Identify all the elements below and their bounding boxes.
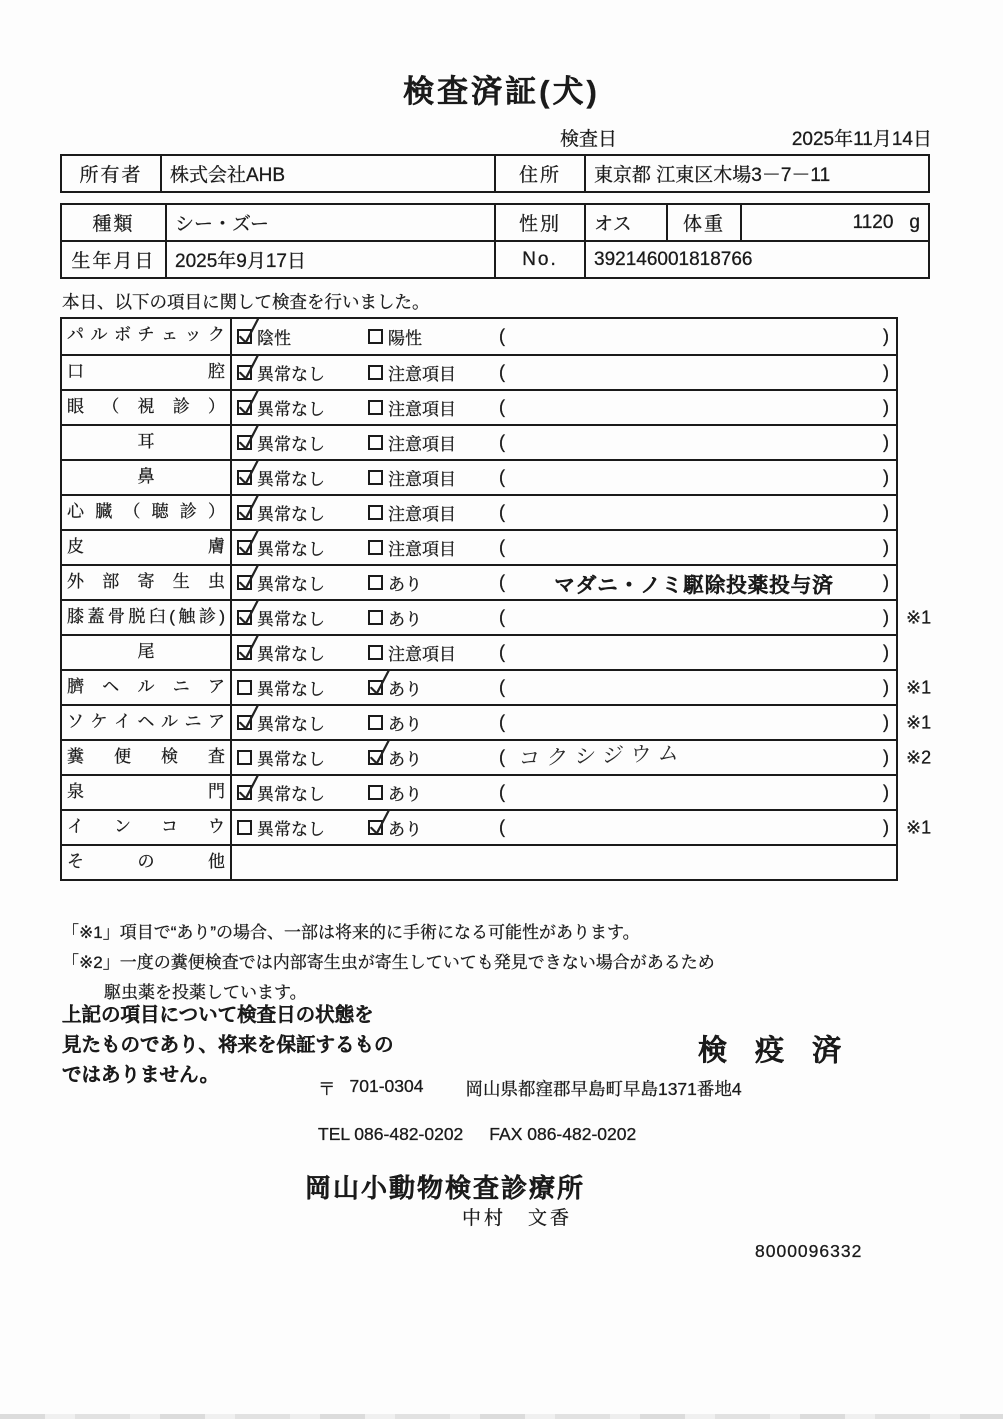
checklist-row-content bbox=[232, 461, 896, 494]
checkbox bbox=[368, 435, 383, 450]
remarks-parentheses bbox=[499, 432, 896, 453]
remarks-value: マダニ・ノミ駆除投薬投与済 bbox=[554, 573, 834, 597]
handwritten-check-icon bbox=[368, 809, 390, 838]
result-option-1 bbox=[237, 535, 368, 560]
postal-mark-icon: 〒 bbox=[318, 1079, 336, 1099]
paren-open: ( bbox=[499, 502, 505, 522]
checklist-row bbox=[62, 844, 896, 879]
handwritten-check-icon bbox=[237, 354, 259, 383]
result-option-2-label: 注意項目 bbox=[388, 435, 456, 454]
paren-open: ( bbox=[499, 537, 505, 557]
checkbox bbox=[368, 750, 383, 765]
checkbox bbox=[237, 505, 252, 520]
remarks-parentheses bbox=[499, 397, 896, 418]
result-option-2-label: 注意項目 bbox=[388, 645, 456, 664]
result-option-2 bbox=[368, 360, 499, 385]
paren-open: ( bbox=[499, 677, 505, 697]
paren-close: ) bbox=[883, 572, 889, 592]
remarks-parentheses bbox=[499, 326, 896, 347]
remarks-parentheses bbox=[499, 467, 896, 488]
exam-date-row bbox=[560, 124, 932, 151]
address-value: 東京都 江東区木場3－7－11 bbox=[585, 155, 929, 192]
checklist-row-label: 心 臓 （ 聴 診 ） bbox=[62, 496, 232, 529]
checkbox bbox=[368, 365, 383, 380]
result-option-2 bbox=[368, 640, 499, 665]
reference-mark: ※1 bbox=[906, 712, 932, 732]
checklist-row-content bbox=[232, 811, 896, 844]
paren-close: ) bbox=[883, 747, 889, 767]
breed-label: 種類 bbox=[61, 204, 166, 241]
checklist-row-label: 臍 ヘ ル ニ ア bbox=[62, 671, 232, 704]
handwritten-check-icon bbox=[237, 599, 259, 628]
paren-open: ( bbox=[499, 362, 505, 382]
result-option-1-label: 異常なし bbox=[257, 540, 325, 559]
checklist-row-label: 口 腔 bbox=[62, 356, 232, 389]
checkbox bbox=[368, 820, 383, 835]
paren-close: ) bbox=[883, 467, 889, 487]
result-option-2-label: 注意項目 bbox=[388, 540, 456, 559]
checkbox bbox=[237, 750, 252, 765]
result-option-1-label: 異常なし bbox=[257, 365, 325, 384]
weight-value: 1120 bbox=[852, 211, 894, 233]
handwritten-check-icon bbox=[368, 739, 390, 768]
result-option-1-label: 異常なし bbox=[257, 575, 325, 594]
remarks-parentheses bbox=[499, 817, 896, 838]
remarks-parentheses bbox=[499, 782, 896, 803]
remarks-parentheses bbox=[499, 607, 896, 628]
remarks-parentheses bbox=[499, 502, 896, 523]
certificate-no-value: 392146001818766 bbox=[585, 241, 929, 278]
checklist-row-content bbox=[232, 391, 896, 424]
result-option-2-label: 注意項目 bbox=[388, 400, 456, 419]
handwritten-check-icon bbox=[237, 564, 259, 593]
handwritten-check-icon bbox=[237, 529, 259, 558]
result-option-2-label: あり bbox=[388, 820, 422, 839]
checklist-row bbox=[62, 424, 896, 459]
checkbox bbox=[368, 610, 383, 625]
result-option-1-label: 異常なし bbox=[257, 820, 325, 839]
checklist-row bbox=[62, 389, 896, 424]
checklist-row-content bbox=[232, 496, 896, 529]
owner-label: 所有者 bbox=[61, 155, 161, 192]
checkbox bbox=[237, 680, 252, 695]
paren-open: ( bbox=[499, 747, 505, 767]
footnote-line: 駆虫薬を投薬しています。 bbox=[104, 983, 307, 1002]
paren-close: ) bbox=[883, 326, 889, 346]
remarks-parentheses bbox=[499, 677, 896, 698]
result-option-2-label: 陽性 bbox=[388, 329, 422, 348]
clinic-name: 岡山小動物検査診療所 bbox=[305, 1173, 586, 1203]
checkbox bbox=[237, 715, 252, 730]
clinic-contact-row bbox=[318, 1124, 636, 1145]
checkbox bbox=[237, 610, 252, 625]
handwritten-check-icon bbox=[368, 669, 390, 698]
address-label: 住所 bbox=[495, 155, 585, 192]
result-option-2-label: あり bbox=[388, 785, 422, 804]
intro-text: 本日、以下の項目に関して検査を行いました。 bbox=[62, 292, 430, 312]
checklist-row bbox=[62, 354, 896, 389]
remarks-parentheses bbox=[499, 568, 896, 598]
handwritten-check-icon bbox=[237, 634, 259, 663]
checkbox bbox=[368, 785, 383, 800]
paren-open: ( bbox=[499, 432, 505, 452]
page-title: 検査済証(犬) bbox=[403, 74, 600, 109]
checkbox bbox=[368, 575, 383, 590]
checklist-row-content bbox=[232, 601, 896, 634]
handwritten-check-icon bbox=[237, 389, 259, 418]
checklist-row bbox=[62, 809, 932, 844]
checklist-row-content bbox=[232, 426, 896, 459]
paren-close: ) bbox=[883, 642, 889, 662]
result-option-1 bbox=[237, 745, 368, 770]
paren-open: ( bbox=[499, 782, 505, 802]
paren-close: ) bbox=[883, 782, 889, 802]
result-option-2 bbox=[368, 570, 499, 595]
paren-close: ) bbox=[883, 712, 889, 732]
checklist-row-content bbox=[232, 671, 896, 704]
paren-open: ( bbox=[499, 397, 505, 417]
result-option-2 bbox=[368, 500, 499, 525]
checklist-row-label: イ ン コ ウ bbox=[62, 811, 232, 844]
exam-date-value: 2025年11月14日 bbox=[791, 129, 932, 150]
sex-label: 性別 bbox=[495, 204, 585, 241]
result-option-1 bbox=[237, 815, 368, 840]
checklist-row bbox=[62, 319, 896, 354]
checkbox bbox=[368, 400, 383, 415]
checklist-row-content bbox=[232, 741, 896, 774]
remarks-parentheses bbox=[499, 362, 896, 383]
result-option-1-label: 異常なし bbox=[257, 435, 325, 454]
paren-open: ( bbox=[499, 326, 505, 346]
result-option-1 bbox=[237, 710, 368, 735]
postal-code: 701-0304 bbox=[349, 1076, 424, 1096]
weight-label: 体重 bbox=[667, 204, 741, 241]
remarks-parentheses bbox=[499, 712, 896, 733]
checklist-row-label: パ ル ボ チ ェ ッ ク bbox=[62, 319, 232, 354]
result-option-2-label: あり bbox=[388, 575, 422, 594]
checklist-row-label: ソ ケ イ ヘ ル ニ ア bbox=[62, 706, 232, 739]
result-option-1 bbox=[237, 605, 368, 630]
birthdate-label: 生年月日 bbox=[61, 241, 166, 278]
paren-close: ) bbox=[883, 362, 889, 382]
result-option-2 bbox=[368, 710, 499, 735]
reference-mark: ※1 bbox=[906, 607, 932, 627]
footnote-line: 「※1」項目で“あり”の場合、一部は将来的に手術になる可能性があります。 bbox=[62, 923, 640, 942]
checklist-row-label: 尾 bbox=[62, 636, 232, 669]
result-option-1 bbox=[237, 500, 368, 525]
clinic-address: 岡山県都窪郡早島町早島1371番地4 bbox=[465, 1079, 742, 1099]
footnotes bbox=[62, 918, 715, 1008]
checklist bbox=[60, 317, 932, 881]
weight-unit: g bbox=[909, 211, 920, 233]
paren-close: ) bbox=[883, 817, 889, 837]
checklist-row-content bbox=[232, 566, 896, 599]
checklist-row-label: 眼 （ 視 診 ） bbox=[62, 391, 232, 424]
result-option-2-label: 注意項目 bbox=[388, 505, 456, 524]
checklist-row bbox=[62, 599, 932, 634]
checklist-row bbox=[62, 459, 896, 494]
result-option-1 bbox=[237, 395, 368, 420]
checkbox bbox=[368, 680, 383, 695]
paren-open: ( bbox=[499, 572, 505, 592]
result-option-1-label: 異常なし bbox=[257, 400, 325, 419]
checklist-row-label: 外 部 寄 生 虫 bbox=[62, 566, 232, 599]
checkbox bbox=[237, 365, 252, 380]
checklist-row-label: 糞 便 検 査 bbox=[62, 741, 232, 774]
checkbox bbox=[237, 540, 252, 555]
owner-table bbox=[60, 154, 930, 193]
checkbox bbox=[237, 400, 252, 415]
footnote-line: 「※2」一度の糞便検査では内部寄生虫が寄生していても発見できない場合があるため bbox=[62, 953, 715, 972]
disclaimer-line: 上記の項目について検査日の状態を bbox=[62, 1004, 374, 1026]
result-option-1-label: 異常なし bbox=[257, 750, 325, 769]
checklist-row bbox=[62, 739, 932, 774]
checklist-row-content bbox=[232, 356, 896, 389]
checkbox bbox=[368, 540, 383, 555]
result-option-1 bbox=[237, 640, 368, 665]
paren-close: ) bbox=[883, 432, 889, 452]
result-option-1 bbox=[237, 360, 368, 385]
result-option-2 bbox=[368, 535, 499, 560]
quarantine-stamp: 検 疫 済 bbox=[698, 1035, 852, 1067]
checklist-row bbox=[62, 634, 896, 669]
checkbox bbox=[368, 470, 383, 485]
checkbox bbox=[237, 785, 252, 800]
checklist-row-label: 皮 膚 bbox=[62, 531, 232, 564]
checklist-row-content bbox=[232, 636, 896, 669]
breed-value: シー・ズー bbox=[166, 204, 495, 241]
checkbox bbox=[368, 715, 383, 730]
checklist-row bbox=[62, 774, 896, 809]
clinic-tel: TEL 086-482-0202 bbox=[318, 1124, 464, 1144]
birthdate-value: 2025年9月17日 bbox=[166, 241, 495, 278]
sex-value: オス bbox=[585, 204, 667, 241]
checkbox bbox=[237, 645, 252, 660]
result-option-2 bbox=[368, 430, 499, 455]
paren-open: ( bbox=[499, 467, 505, 487]
checkbox bbox=[368, 329, 383, 344]
paren-open: ( bbox=[499, 817, 505, 837]
handwritten-check-icon bbox=[237, 318, 259, 347]
checkbox bbox=[368, 505, 383, 520]
serial-number: 8000096332 bbox=[755, 1241, 863, 1261]
result-option-1 bbox=[237, 465, 368, 490]
remarks-parentheses bbox=[499, 743, 896, 773]
remarks-parentheses bbox=[499, 537, 896, 558]
result-option-1-label: 異常なし bbox=[257, 715, 325, 734]
checklist-row-label: 鼻 bbox=[62, 461, 232, 494]
clinic-postal-row bbox=[318, 1076, 742, 1101]
result-option-1 bbox=[237, 570, 368, 595]
result-option-1 bbox=[237, 430, 368, 455]
veterinarian-name: 中村 文香 bbox=[462, 1208, 573, 1229]
checklist-row bbox=[62, 529, 896, 564]
reference-mark: ※1 bbox=[906, 677, 932, 697]
checkbox bbox=[237, 435, 252, 450]
handwritten-check-icon bbox=[237, 459, 259, 488]
result-option-2-label: 注意項目 bbox=[388, 470, 456, 489]
pet-table bbox=[60, 203, 930, 279]
result-option-2 bbox=[368, 780, 499, 805]
paren-open: ( bbox=[499, 712, 505, 732]
checklist-row-content bbox=[232, 776, 896, 809]
paren-open: ( bbox=[499, 642, 505, 662]
checkbox bbox=[368, 645, 383, 660]
paren-close: ) bbox=[883, 677, 889, 697]
checklist-row bbox=[62, 669, 932, 704]
handwritten-check-icon bbox=[237, 704, 259, 733]
remarks-parentheses bbox=[499, 642, 896, 663]
paren-open: ( bbox=[499, 607, 505, 627]
handwritten-check-icon bbox=[237, 774, 259, 803]
checklist-row-label: そ の 他 bbox=[62, 846, 232, 879]
clinic-fax: FAX 086-482-0202 bbox=[489, 1124, 637, 1144]
checklist-row-content bbox=[232, 846, 896, 879]
result-option-1 bbox=[237, 780, 368, 805]
result-option-2 bbox=[368, 324, 499, 349]
checkbox bbox=[237, 820, 252, 835]
exam-date-label: 検査日 bbox=[560, 129, 618, 150]
checklist-row-content bbox=[232, 319, 896, 354]
checklist-row bbox=[62, 564, 896, 599]
paren-close: ) bbox=[883, 502, 889, 522]
result-option-1-label: 異常なし bbox=[257, 645, 325, 664]
result-option-1-label: 異常なし bbox=[257, 785, 325, 804]
checkbox bbox=[237, 575, 252, 590]
result-option-2 bbox=[368, 465, 499, 490]
checklist-row-content bbox=[232, 531, 896, 564]
reference-mark: ※2 bbox=[906, 747, 932, 767]
disclaimer-line: ではありません。 bbox=[62, 1064, 220, 1086]
disclaimer-line: 見たものであり、将来を保証するもの bbox=[62, 1034, 394, 1056]
remarks-value: コクシジウム bbox=[517, 741, 688, 771]
owner-value: 株式会社AHB bbox=[161, 155, 495, 192]
checkbox bbox=[237, 329, 252, 344]
result-option-2 bbox=[368, 815, 499, 840]
result-option-2-label: あり bbox=[388, 750, 422, 769]
result-option-2-label: 注意項目 bbox=[388, 365, 456, 384]
certificate-no-label: No. bbox=[495, 241, 585, 278]
checklist-row-label: 膝蓋骨脱臼(触診) bbox=[62, 601, 232, 634]
result-option-2-label: あり bbox=[388, 715, 422, 734]
checklist-row-label: 泉 門 bbox=[62, 776, 232, 809]
paren-close: ) bbox=[883, 397, 889, 417]
paren-close: ) bbox=[883, 607, 889, 627]
result-option-1 bbox=[237, 675, 368, 700]
weight-cell bbox=[741, 204, 929, 241]
result-option-2-label: あり bbox=[388, 610, 422, 629]
reference-mark: ※1 bbox=[906, 817, 932, 837]
handwritten-check-icon bbox=[237, 424, 259, 453]
result-option-1-label: 異常なし bbox=[257, 680, 325, 699]
result-option-1-label: 異常なし bbox=[257, 470, 325, 489]
result-option-2 bbox=[368, 605, 499, 630]
result-option-2 bbox=[368, 395, 499, 420]
handwritten-check-icon bbox=[237, 494, 259, 523]
result-option-2 bbox=[368, 745, 499, 770]
paren-close: ) bbox=[883, 537, 889, 557]
result-option-1-label: 陰性 bbox=[257, 329, 291, 348]
result-option-1-label: 異常なし bbox=[257, 610, 325, 629]
result-option-2-label: あり bbox=[388, 680, 422, 699]
result-option-1-label: 異常なし bbox=[257, 505, 325, 524]
checklist-row-label: 耳 bbox=[62, 426, 232, 459]
checkbox bbox=[237, 470, 252, 485]
result-option-1 bbox=[237, 324, 368, 349]
result-option-2 bbox=[368, 675, 499, 700]
scan-artifact-edge bbox=[0, 1414, 1003, 1419]
checklist-row bbox=[62, 494, 896, 529]
